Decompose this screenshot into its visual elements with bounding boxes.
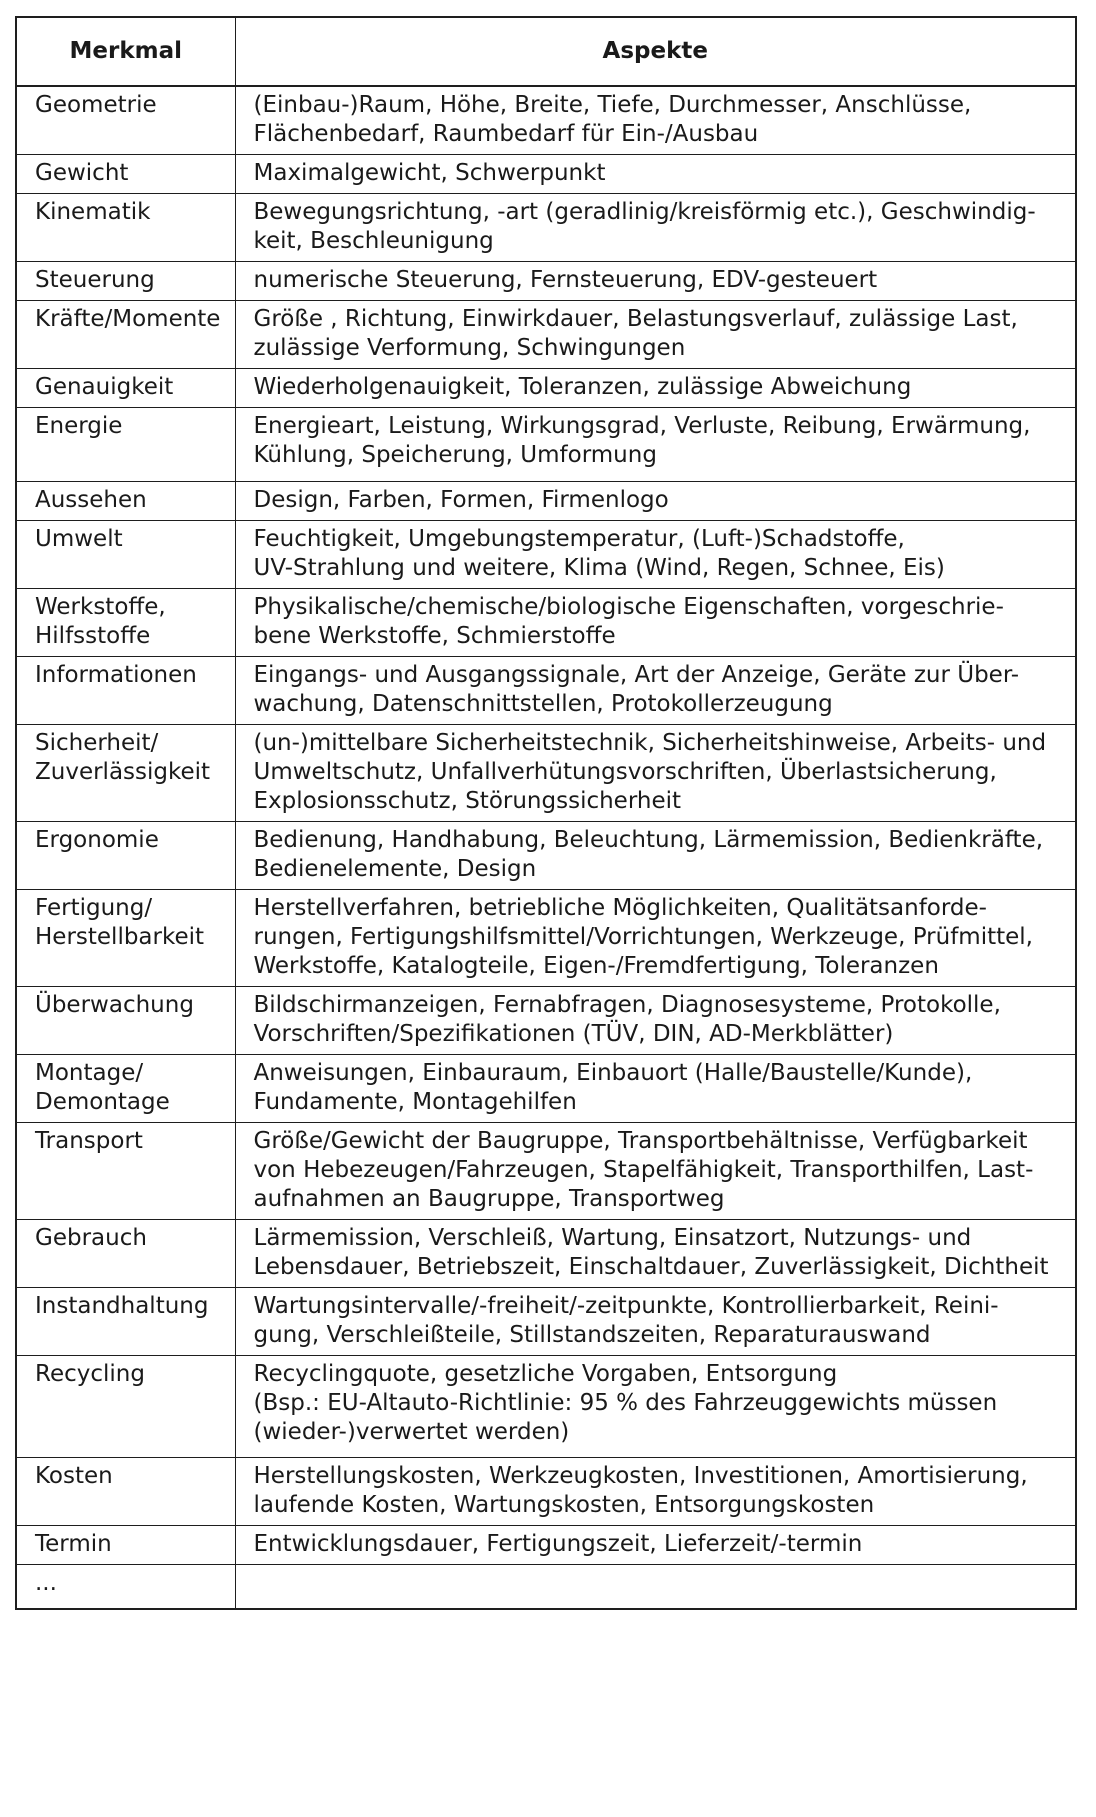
table-row [16, 1356, 1076, 1458]
merkmal-text: Kinematik [35, 199, 151, 225]
aspekte-text: Feuchtigkeit, Umgebungstemperatur, (Luft-)Schadstoffe, [253, 526, 905, 552]
aspekte-text: wachung, Datenschnittstellen, Protokollerzeugung [253, 691, 833, 717]
aspekte-text: Größe , Richtung, Einwirkdauer, Belastungsverlauf, zulässige Last, [253, 306, 1018, 332]
aspekte-cell [235, 822, 1076, 890]
aspekte-text: (un-)mittelbare Sicherheitstechnik, Sicherheitshinweise, Arbeits- und [253, 730, 1047, 756]
aspekte-text: Anweisungen, Einbauraum, Einbauort (Halle/Baustelle/Kunde), [253, 1060, 973, 1086]
aspekte-text: Recyclingquote, gesetzliche Vorgaben, Entsorgung [253, 1361, 838, 1387]
table-row [16, 521, 1076, 589]
aspekte-text: Umweltschutz, Unfallverhütungsvorschriften, Überlastsicherung, [253, 759, 997, 785]
merkmal-cell [16, 155, 235, 194]
merkmal-text: Informationen [35, 662, 197, 688]
merkmal-text: Kosten [35, 1463, 113, 1489]
aspekte-cell [235, 86, 1076, 155]
table-header-row [16, 17, 1076, 86]
merkmal-text: Montage/ [35, 1060, 144, 1086]
table-row [16, 987, 1076, 1055]
merkmal-cell [16, 482, 235, 521]
merkmal-cell [16, 369, 235, 408]
merkmal-cell [16, 1288, 235, 1356]
aspekte-text: Lärmemission, Verschleiß, Wartung, Einsatzort, Nutzungs- und [253, 1225, 972, 1251]
aspekte-cell [235, 262, 1076, 301]
aspekte-text: Herstellverfahren, betriebliche Möglichkeiten, Qualitätsanforde- [253, 895, 987, 921]
table-row [16, 725, 1076, 822]
aspekte-text: Physikalische/chemische/biologische Eigenschaften, vorgeschrie- [253, 594, 1004, 620]
aspekte-cell [235, 1220, 1076, 1288]
aspekte-text: Größe/Gewicht der Baugruppe, Transportbehältnisse, Verfügbarkeit [253, 1128, 1028, 1154]
aspekte-cell [235, 987, 1076, 1055]
aspekte-text: laufende Kosten, Wartungskosten, Entsorgungskosten [253, 1492, 875, 1518]
aspekte-cell [235, 1565, 1076, 1609]
merkmal-text: Recycling [35, 1361, 145, 1387]
aspekte-cell [235, 725, 1076, 822]
aspekte-text: Werkstoffe, Katalogteile, Eigen-/Fremdfertigung, Toleranzen [253, 953, 939, 979]
aspekte-cell [235, 301, 1076, 369]
merkmal-cell [16, 408, 235, 482]
aspekte-cell [235, 369, 1076, 408]
merkmal-cell [16, 521, 235, 589]
table-row [16, 1055, 1076, 1123]
aspekte-text: Eingangs- und Ausgangssignale, Art der Anzeige, Geräte zur Über- [253, 662, 1020, 688]
merkmal-text: Instandhaltung [35, 1293, 209, 1319]
merkmal-text: Transport [35, 1128, 143, 1154]
aspekte-text: Fundamente, Montagehilfen [253, 1089, 577, 1115]
table-row [16, 408, 1076, 482]
table-row [16, 1565, 1076, 1609]
table-row [16, 1288, 1076, 1356]
merkmal-text: Aussehen [35, 487, 147, 513]
aspekte-cell [235, 155, 1076, 194]
aspekte-text: Entwicklungsdauer, Fertigungszeit, Lieferzeit/-termin [253, 1531, 863, 1557]
aspekte-cell [235, 890, 1076, 987]
merkmal-cell [16, 890, 235, 987]
aspekte-text: zulässige Verformung, Schwingungen [253, 335, 686, 361]
table-row [16, 369, 1076, 408]
merkmal-text: Gewicht [35, 160, 129, 186]
table-row [16, 1123, 1076, 1220]
aspekte-text: Lebensdauer, Betriebszeit, Einschaltdauer, Zuverlässigkeit, Dichtheit [253, 1254, 1049, 1280]
aspekte-text: (Einbau-)Raum, Höhe, Breite, Tiefe, Durchmesser, Anschlüsse, [253, 92, 972, 118]
merkmal-cell [16, 194, 235, 262]
aspekte-text: Flächenbedarf, Raumbedarf für Ein-/Ausbau [253, 121, 759, 147]
aspekte-cell [235, 1123, 1076, 1220]
merkmal-text: Steuerung [35, 267, 155, 293]
merkmal-text: Sicherheit/ [35, 730, 159, 756]
aspekte-cell [235, 482, 1076, 521]
table-row [16, 1220, 1076, 1288]
aspekte-text: Design, Farben, Formen, Firmenlogo [253, 487, 669, 513]
merkmal-cell [16, 1565, 235, 1609]
merkmal-text: Gebrauch [35, 1225, 147, 1251]
merkmal-cell [16, 86, 235, 155]
table-row [16, 194, 1076, 262]
merkmal-text: Energie [35, 413, 123, 439]
aspekte-text: Vorschriften/Spezifikationen (TÜV, DIN, AD-Merkblätter) [253, 1021, 894, 1047]
merkmal-text: Zuverlässigkeit [35, 759, 211, 785]
aspekte-text: bene Werkstoffe, Schmierstoffe [253, 623, 616, 649]
table-body [16, 86, 1076, 1609]
aspekte-text: UV-Strahlung und weitere, Klima (Wind, Regen, Schnee, Eis) [253, 555, 945, 581]
aspekte-text: numerische Steuerung, Fernsteuerung, EDV-gesteuert [253, 267, 878, 293]
aspekte-text: Maximalgewicht, Schwerpunkt [253, 160, 606, 186]
header-merkmal: Merkmal [16, 17, 235, 86]
aspekte-cell [235, 1458, 1076, 1526]
merkmal-cell [16, 1123, 235, 1220]
merkmal-text: Herstellbarkeit [35, 924, 205, 950]
aspekte-text: Kühlung, Speicherung, Umformung [253, 442, 657, 468]
merkmal-text: Hilfsstoffe [35, 623, 151, 649]
aspekte-cell [235, 1526, 1076, 1565]
header-aspekte: Aspekte [235, 17, 1076, 86]
requirements-table [15, 16, 1077, 1610]
aspekte-text: Wartungsintervalle/-freiheit/-zeitpunkte, Kontrollierbarkeit, Reini- [253, 1293, 999, 1319]
merkmal-cell [16, 1526, 235, 1565]
aspekte-cell [235, 408, 1076, 482]
aspekte-text: Explosionsschutz, Störungssicherheit [253, 788, 682, 814]
aspekte-text: Bildschirmanzeigen, Fernabfragen, Diagnosesysteme, Protokolle, [253, 992, 1001, 1018]
aspekte-cell [235, 1288, 1076, 1356]
table-row [16, 657, 1076, 725]
table-row [16, 301, 1076, 369]
merkmal-text: Überwachung [35, 992, 194, 1018]
aspekte-text: (Bsp.: EU-Altauto-Richtlinie: 95 % des Fahrzeuggewichts müssen [253, 1390, 998, 1416]
aspekte-text: (wieder-)verwertet werden) [253, 1419, 570, 1445]
merkmal-text: Ergonomie [35, 827, 159, 853]
merkmal-cell [16, 301, 235, 369]
table-row [16, 822, 1076, 890]
aspekte-text: rungen, Fertigungshilfsmittel/Vorrichtungen, Werkzeuge, Prüfmittel, [253, 924, 1033, 950]
merkmal-cell [16, 725, 235, 822]
merkmal-text: Werkstoffe, [35, 594, 166, 620]
merkmal-cell [16, 1356, 235, 1458]
merkmal-text: Termin [35, 1531, 112, 1557]
merkmal-cell [16, 589, 235, 657]
merkmal-text: Kräfte/Momente [35, 306, 221, 332]
aspekte-cell [235, 657, 1076, 725]
table-row [16, 482, 1076, 521]
aspekte-text: gung, Verschleißteile, Stillstandszeiten, Reparaturauswand [253, 1322, 931, 1348]
merkmal-text: Fertigung/ [35, 895, 153, 921]
merkmal-text: Umwelt [35, 526, 123, 552]
table-row [16, 589, 1076, 657]
aspekte-cell [235, 1055, 1076, 1123]
aspekte-cell [235, 1356, 1076, 1458]
merkmal-cell [16, 657, 235, 725]
table-row [16, 1526, 1076, 1565]
aspekte-text: Herstellungskosten, Werkzeugkosten, Investitionen, Amortisierung, [253, 1463, 1028, 1489]
aspekte-text: aufnahmen an Baugruppe, Transportweg [253, 1186, 725, 1212]
aspekte-cell [235, 194, 1076, 262]
merkmal-cell [16, 1458, 235, 1526]
merkmal-cell [16, 1055, 235, 1123]
merkmal-text: Genauigkeit [35, 374, 174, 400]
aspekte-cell [235, 589, 1076, 657]
table-row [16, 262, 1076, 301]
aspekte-text: Bewegungsrichtung, -art (geradlinig/kreisförmig etc.), Geschwindig- [253, 199, 1036, 225]
merkmal-text: ... [35, 1570, 57, 1596]
table-row [16, 155, 1076, 194]
table-row [16, 86, 1076, 155]
merkmal-cell [16, 987, 235, 1055]
merkmal-cell [16, 262, 235, 301]
aspekte-text: Bedienelemente, Design [253, 856, 537, 882]
aspekte-text: Bedienung, Handhabung, Beleuchtung, Lärmemission, Bedienkräfte, [253, 827, 1044, 853]
merkmal-cell [16, 822, 235, 890]
merkmal-cell [16, 1220, 235, 1288]
aspekte-cell [235, 521, 1076, 589]
merkmal-text: Geometrie [35, 92, 157, 118]
aspekte-text: von Hebezeugen/Fahrzeugen, Stapelfähigkeit, Transporthilfen, Last- [253, 1157, 1034, 1183]
aspekte-text: keit, Beschleunigung [253, 228, 494, 254]
table-row [16, 1458, 1076, 1526]
table-row [16, 890, 1076, 987]
aspekte-text: Wiederholgenauigkeit, Toleranzen, zulässige Abweichung [253, 374, 912, 400]
aspekte-text: Energieart, Leistung, Wirkungsgrad, Verluste, Reibung, Erwärmung, [253, 413, 1031, 439]
merkmal-text: Demontage [35, 1089, 170, 1115]
